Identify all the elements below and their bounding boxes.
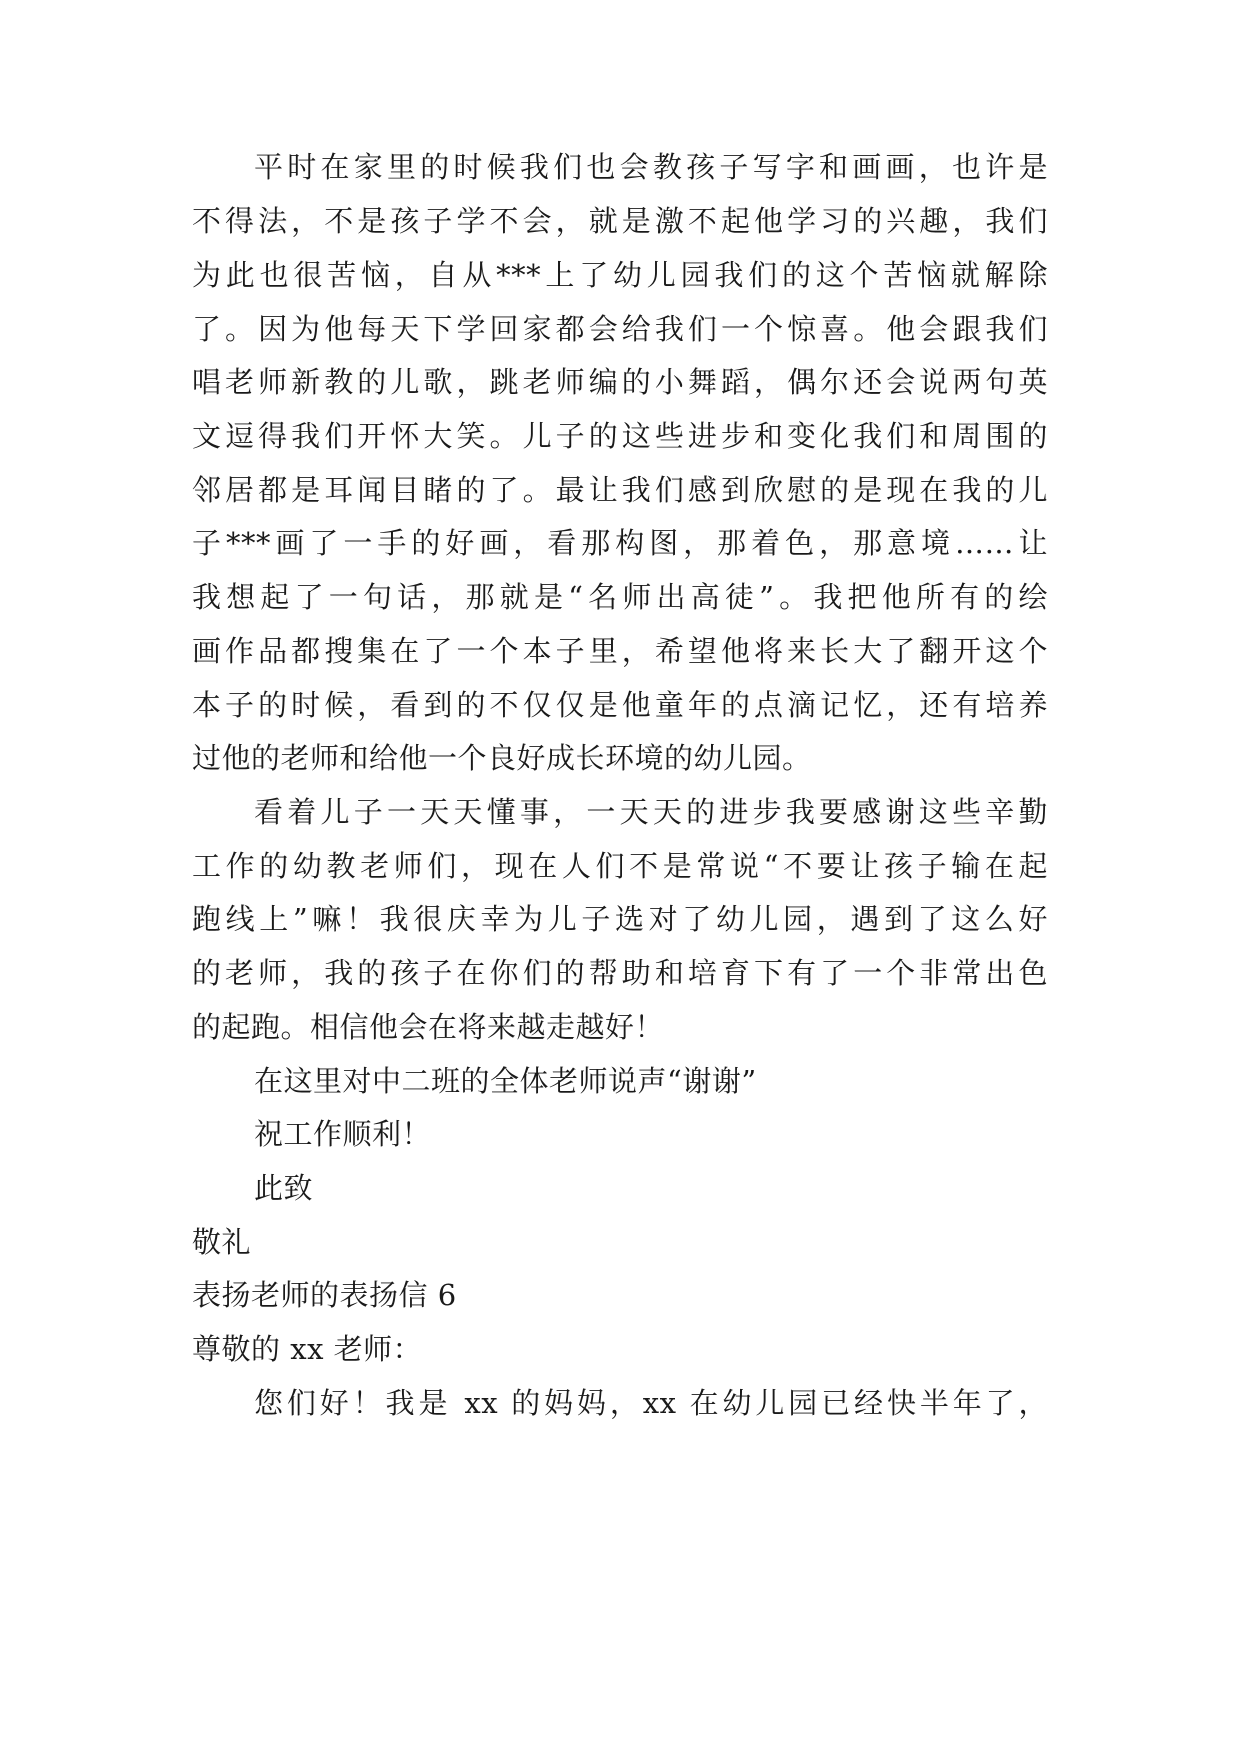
paragraph-line: 平时在家里的时候我们也会教孩子写字和画画，也许是 [254, 150, 1048, 184]
paragraph-line: 为此也很苦恼，自从***上了幼儿园我们的这个苦恼就解除 [192, 258, 1048, 292]
paragraph-line: 本子的时候，看到的不仅仅是他童年的点滴记忆，还有培养 [192, 688, 1048, 722]
wish-line: 祝工作顺利！ [254, 1117, 432, 1151]
greeting-line: 尊敬的 xx 老师： [192, 1332, 423, 1366]
section-title: 表扬老师的表扬信 6 [192, 1278, 457, 1312]
paragraph-line: 您们好！我是 xx 的妈妈，xx 在幼儿园已经快半年了， [254, 1386, 1048, 1420]
paragraph-line: 的起跑。相信他会在将来越走越好！ [192, 1010, 665, 1044]
paragraph-line: 文逗得我们开怀大笑。儿子的这些进步和变化我们和周围的 [192, 419, 1048, 453]
thanks-line: 在这里对中二班的全体老师说声“谢谢” [254, 1064, 757, 1098]
paragraph-line: 的老师，我的孩子在你们的帮助和培育下有了一个非常出色 [192, 956, 1048, 990]
salute-line: 敬礼 [192, 1225, 252, 1259]
paragraph-line: 唱老师新教的儿歌，跳老师编的小舞蹈，偶尔还会说两句英 [192, 365, 1048, 399]
paragraph-line: 不得法，不是孩子学不会，就是激不起他学习的兴趣，我们 [192, 204, 1048, 238]
paragraph-line: 工作的幼教老师们，现在人们不是常说“不要让孩子输在起 [192, 849, 1048, 883]
paragraph-line: 邻居都是耳闻目睹的了。最让我们感到欣慰的是现在我的儿 [192, 473, 1048, 507]
paragraph-line: 过他的老师和给他一个良好成长环境的幼儿园。 [192, 741, 812, 775]
paragraph-line: 了。因为他每天下学回家都会给我们一个惊喜。他会跟我们 [192, 312, 1048, 346]
paragraph-line: 看着儿子一天天懂事，一天天的进步我要感谢这些辛勤 [254, 795, 1048, 829]
closing-line: 此致 [254, 1171, 314, 1205]
paragraph-line: 我想起了一句话，那就是“名师出高徒”。我把他所有的绘 [192, 580, 1048, 614]
paragraph-line: 画作品都搜集在了一个本子里，希望他将来长大了翻开这个 [192, 634, 1048, 668]
paragraph-line: 跑线上”嘛！我很庆幸为儿子选对了幼儿园，遇到了这么好 [192, 902, 1048, 936]
paragraph-line: 子***画了一手的好画，看那构图，那着色，那意境……让 [192, 526, 1048, 560]
